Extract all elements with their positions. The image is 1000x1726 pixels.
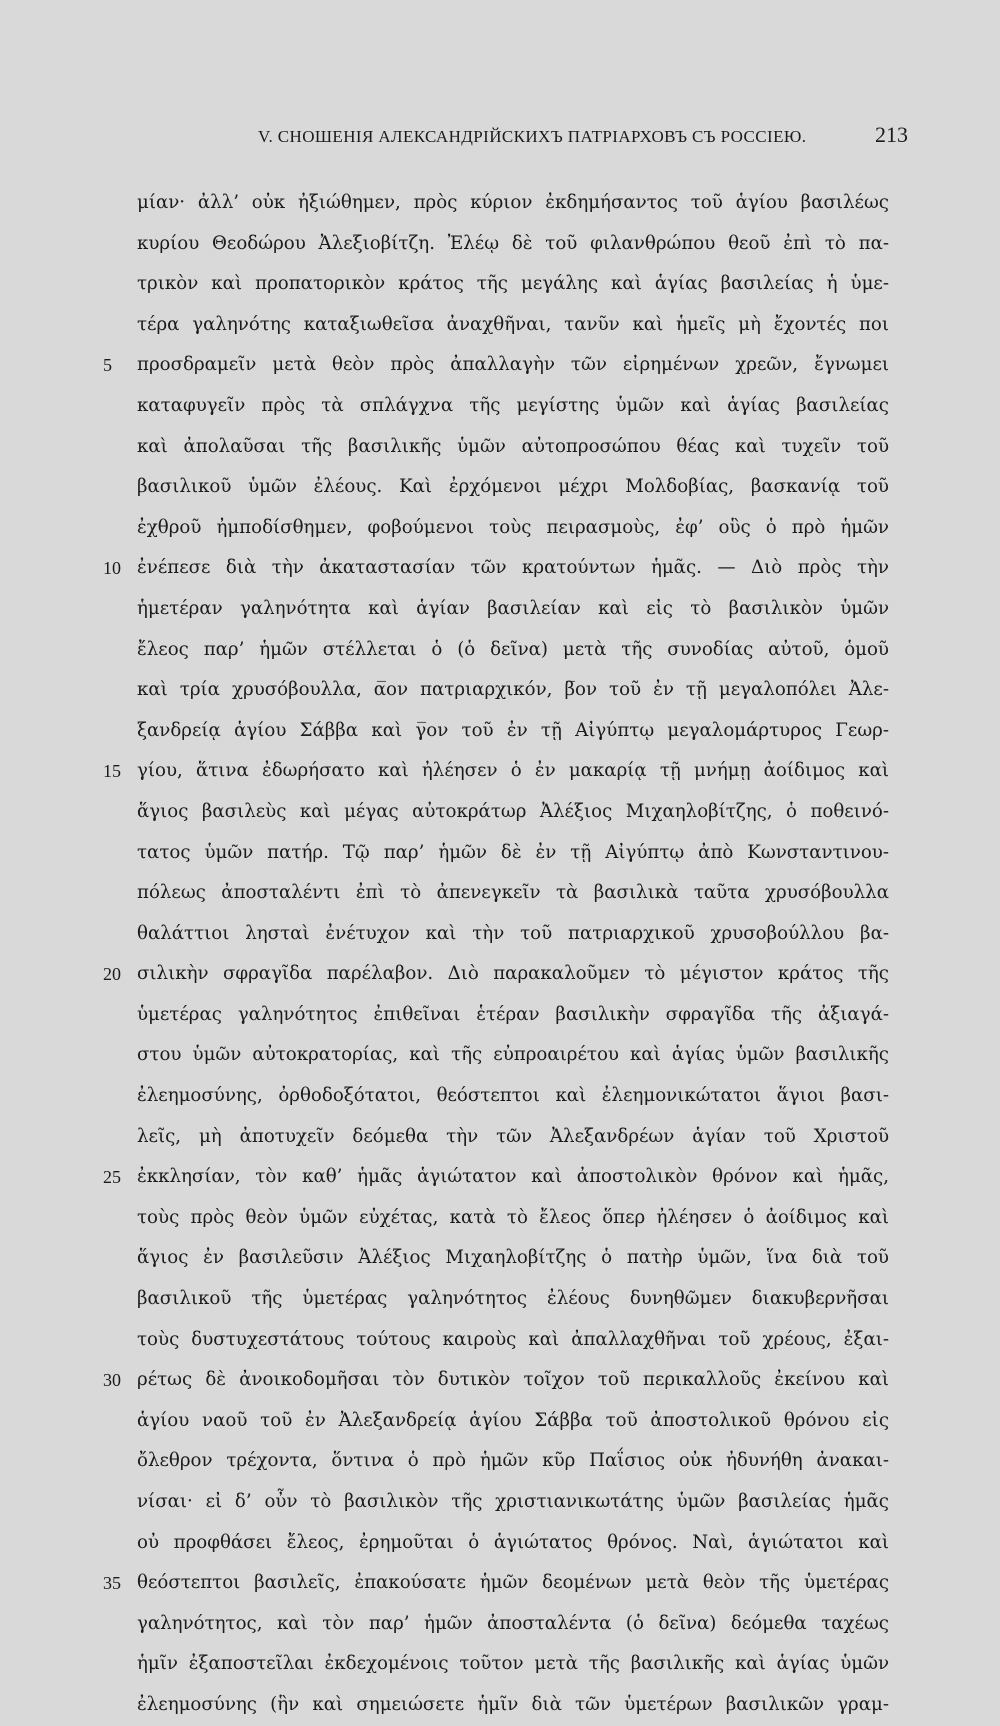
line-text: στου ὑμῶν αὐτοκρατορίας, καὶ τῆς εὐπροαιρέτου καὶ ἁγίας ὑμῶν βασιλικῆς <box>137 1044 889 1066</box>
line-text: ἅγιος βασιλεὺς καὶ μέγας αὐτοκράτωρ Ἀλέξιος Μιχαηλοβίτζης, ὁ ποθεινό- <box>137 800 889 822</box>
running-head <box>258 122 908 148</box>
line-text: ἔλεος παρ’ ἡμῶν στέλλεται ὁ (ὁ δεῖνα) μετὰ τῆς συνοδίας αὐτοῦ, ὁμοῦ <box>137 638 889 660</box>
line-text: ἐλεημοσύνης (ἣν καὶ σημειώσετε ἡμῖν διὰ τῶν ὑμετέρων βασιλικῶν γραμ- <box>137 1693 889 1715</box>
line-text: προσδραμεῖν μετὰ θεὸν πρὸς ἀπαλλαγὴν τῶν εἰρημένων χρεῶν, ἔγνωμει <box>137 354 889 376</box>
line-text: ἐχθροῦ ἠμποδίσθημεν, φοβούμενοι τοὺς πειρασμοὺς, ἐφ’ οὓς ὁ πρὸ ἡμῶν <box>137 516 889 538</box>
line-text: ἡμῖν ἐξαποστεῖλαι ἐκδεχομένοις τοῦτον μετὰ τῆς βασιλικῆς καὶ ἁγίας ὑμῶν <box>137 1653 889 1675</box>
text-line <box>0 1360 1000 1401</box>
line-number: 25 <box>103 1167 121 1188</box>
line-text: κυρίου Θεοδώρου Ἀλεξιοβίτζη. Ἐλέῳ δὲ τοῦ φιλανθρώπου θεοῦ ἐπὶ τὸ πα- <box>137 232 889 254</box>
line-text: σιλικὴν σφραγῖδα παρέλαβον. Διὸ παρακαλοῦμεν τὸ μέγιστον κράτος τῆς <box>137 963 889 985</box>
text-line <box>0 1563 1000 1604</box>
line-text: ξανδρείᾳ ἁγίου Σάββα καὶ γ̅ον τοῦ ἐν τῇ Αἰγύπτῳ μεγαλομάρτυρος Γεωρ- <box>137 719 889 741</box>
line-text: πόλεως ἀποσταλέντι ἐπὶ τὸ ἀπενεγκεῖν τὰ βασιλικὰ ταῦτα χρυσόβουλλα <box>137 882 889 904</box>
line-text: τοὺς δυστυχεστάτους τούτους καιροὺς καὶ ἀπαλλαχθῆναι τοῦ χρέους, ἐξαι- <box>137 1328 889 1350</box>
body-text <box>0 183 1000 1726</box>
text-line <box>0 305 1000 346</box>
line-text: ὑμετέρας γαληνότητος ἐπιθεῖναι ἑτέραν βασιλικὴν σφραγῖδα τῆς ἀξιαγά- <box>137 1003 889 1025</box>
text-line <box>0 467 1000 508</box>
line-text: οὐ προφθάσει ἔλεος, ἐρημοῦται ὁ ἁγιώτατος θρόνος. Ναὶ, ἁγιώτατοι καὶ <box>137 1531 889 1553</box>
line-text: καὶ ἀπολαῦσαι τῆς βασιλικῆς ὑμῶν αὐτοπροσώπου θέας καὶ τυχεῖν τοῦ <box>137 435 889 457</box>
text-line <box>0 751 1000 792</box>
text-line <box>0 1523 1000 1564</box>
text-line <box>0 1644 1000 1685</box>
line-text: ἅγιος ἐν βασιλεῦσιν Ἀλέξιος Μιχαηλοβίτζης ὁ πατὴρ ὑμῶν, ἵνα διὰ τοῦ <box>137 1247 889 1269</box>
text-line <box>0 548 1000 589</box>
line-text: γίου, ἅτινα ἐδωρήσατο καὶ ἠλέησεν ὁ ἐν μακαρίᾳ τῇ μνήμῃ ἀοίδιμος καὶ <box>137 760 889 782</box>
line-number: 35 <box>103 1573 121 1594</box>
line-number: 20 <box>103 964 121 985</box>
text-line <box>0 1157 1000 1198</box>
line-text: τοὺς πρὸς θεὸν ὑμῶν εὐχέτας, κατὰ τὸ ἔλεος ὅπερ ἠλέησεν ὁ ἀοίδιμος καὶ <box>137 1206 889 1228</box>
line-text: ἐλεημοσύνης, ὀρθοδοξότατοι, θεόστεπτοι καὶ ἐλεημονικώτατοι ἅγιοι βασι- <box>137 1085 889 1107</box>
text-line <box>0 792 1000 833</box>
line-text: νίσαι· εἰ δ’ οὖν τὸ βασιλικὸν τῆς χριστιανικωτάτης ὑμῶν βασιλείας ἡμᾶς <box>137 1491 889 1512</box>
line-text: θεόστεπτοι βασιλεῖς, ἐπακούσατε ἡμῶν δεομένων μετὰ θεὸν τῆς ὑμετέρας <box>137 1572 889 1594</box>
text-line <box>0 345 1000 386</box>
text-line <box>0 711 1000 752</box>
text-line <box>0 914 1000 955</box>
text-line <box>0 386 1000 427</box>
line-text: ἐκκλησίαν, τὸν καθ’ ἡμᾶς ἁγιώτατον καὶ ἀποστολικὸν θρόνον καὶ ἡμᾶς, <box>137 1166 889 1188</box>
text-line <box>0 873 1000 914</box>
text-line <box>0 1117 1000 1158</box>
line-text: ὄλεθρον τρέχοντα, ὅντινα ὁ πρὸ ἡμῶν κῦρ Παΐσιος οὐκ ἠδυνήθη ἀνακαι- <box>137 1450 889 1472</box>
line-text: βασιλικοῦ τῆς ὑμετέρας γαληνότητος ἐλέους δυνηθῶμεν διακυβερνῆσαι <box>137 1288 889 1310</box>
line-text: τρικὸν καὶ προπατορικὸν κράτος τῆς μεγάλης καὶ ἁγίας βασιλείας ἡ ὑμε- <box>137 273 889 295</box>
line-text: τέρα γαληνότης καταξιωθεῖσα ἀναχθῆναι, τανῦν καὶ ἡμεῖς μὴ ἔχοντές ποι <box>137 313 889 335</box>
text-line <box>0 1320 1000 1361</box>
line-text: μίαν· ἀλλ’ οὐκ ἠξιώθημεν, πρὸς κύριον ἐκδημήσαντος τοῦ ἁγίου βασιλέως <box>137 192 889 213</box>
text-line <box>0 1685 1000 1726</box>
line-text: βασιλικοῦ ὑμῶν ἐλέους. Καὶ ἐρχόμενοι μέχρι Μολδοβίας, βασκανίᾳ τοῦ <box>137 476 889 498</box>
text-line <box>0 1238 1000 1279</box>
text-line <box>0 995 1000 1036</box>
text-line <box>0 589 1000 630</box>
line-number: 10 <box>103 558 121 579</box>
text-line <box>0 427 1000 468</box>
text-line <box>0 954 1000 995</box>
line-number: 5 <box>103 355 112 376</box>
line-text: θαλάττιοι λησταὶ ἐνέτυχον καὶ τὴν τοῦ πατριαρχικοῦ χρυσοβούλλου βα- <box>137 922 889 944</box>
text-line <box>0 1279 1000 1320</box>
running-head-title: V. СНОШЕНІЯ АЛЕКСАНДРІЙСКИХЪ ПАТРІАРХОВЪ СЪ РОССІЕЮ. <box>258 127 807 146</box>
page-number: 213 <box>875 122 908 147</box>
text-line <box>0 508 1000 549</box>
text-line <box>0 833 1000 874</box>
text-line <box>0 1482 1000 1523</box>
line-number: 15 <box>103 761 121 782</box>
line-text: γαληνότητος, καὶ τὸν παρ’ ἡμῶν ἀποσταλέντα (ὁ δεῖνα) δεόμεθα ταχέως <box>137 1612 889 1634</box>
text-line <box>0 1441 1000 1482</box>
text-line <box>0 224 1000 265</box>
text-line <box>0 670 1000 711</box>
text-line <box>0 1076 1000 1117</box>
text-line <box>0 264 1000 305</box>
line-text: ἐνέπεσε διὰ τὴν ἀκαταστασίαν τῶν κρατούντων ἡμᾶς. — Διὸ πρὸς τὴν <box>137 557 889 579</box>
text-line <box>0 630 1000 671</box>
line-text: καὶ τρία χρυσόβουλλα, α̅ον πατριαρχικόν, β̅ον τοῦ ἐν τῇ μεγαλοπόλει Ἀλε- <box>137 679 889 701</box>
line-text: τατος ὑμῶν πατήρ. Τῷ παρ’ ἡμῶν δὲ ἐν τῇ Αἰγύπτῳ ἀπὸ Κωνσταντινου- <box>137 841 889 863</box>
line-text: ἁγίου ναοῦ τοῦ ἐν Ἀλεξανδρείᾳ ἁγίου Σάββα τοῦ ἀποστολικοῦ θρόνου εἰς <box>137 1409 889 1431</box>
text-line <box>0 1198 1000 1239</box>
text-line <box>0 1604 1000 1645</box>
line-text: ἡμετέραν γαληνότητα καὶ ἁγίαν βασιλείαν καὶ εἰς τὸ βασιλικὸν ὑμῶν <box>137 597 889 619</box>
line-text: καταφυγεῖν πρὸς τὰ σπλάγχνα τῆς μεγίστης ὑμῶν καὶ ἁγίας βασιλείας <box>137 394 889 416</box>
line-number: 30 <box>103 1370 121 1391</box>
text-line <box>0 1035 1000 1076</box>
line-text: λεῖς, μὴ ἀποτυχεῖν δεόμεθα τὴν τῶν Ἀλεξανδρέων ἁγίαν τοῦ Χριστοῦ <box>137 1125 889 1147</box>
line-text: ρέτως δὲ ἀνοικοδομῆσαι τὸν δυτικὸν τοῖχον τοῦ περικαλλοῦς ἐκείνου καὶ <box>137 1369 889 1391</box>
text-line <box>0 183 1000 224</box>
text-line <box>0 1401 1000 1442</box>
